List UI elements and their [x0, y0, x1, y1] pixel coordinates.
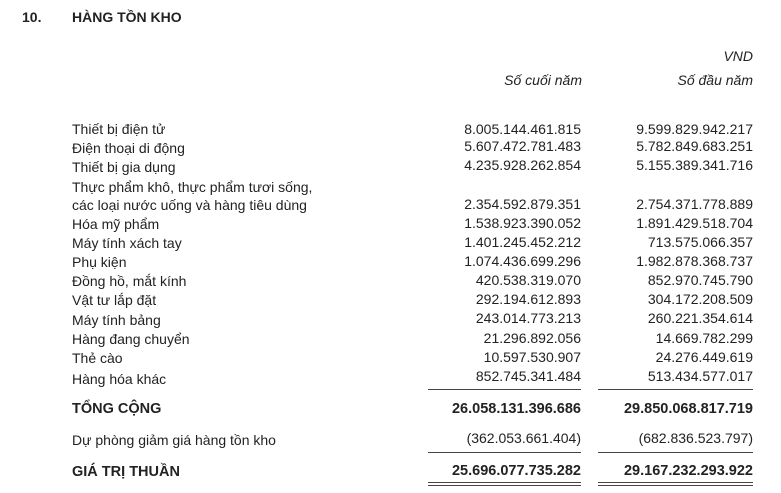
- provision-end-of-year: (362.053.661.404): [466, 430, 581, 446]
- row-label: Điện thoại di động: [72, 140, 185, 156]
- value-end-of-year: 292.194.612.893: [475, 291, 581, 307]
- value-start-of-year: 1.891.429.518.704: [636, 215, 753, 231]
- row-label: Hàng hóa khác: [72, 371, 167, 387]
- row-label: Thẻ cào: [72, 350, 123, 366]
- provision-start-of-year: (682.836.523.797): [638, 430, 753, 446]
- value-end-of-year: 1.401.245.452.212: [464, 234, 581, 250]
- row-label: Đồng hồ, mắt kính: [72, 273, 187, 289]
- value-end-of-year: 8.005.144.461.815: [464, 121, 581, 137]
- currency-label: VND: [723, 48, 753, 64]
- row-label: Hàng đang chuyển: [72, 331, 190, 347]
- value-end-of-year: 5.607.472.781.483: [464, 138, 581, 154]
- value-start-of-year: 513.434.577.017: [647, 368, 753, 384]
- column-header-start-of-year: Số đầu năm: [677, 72, 753, 88]
- net-label: GIÁ TRỊ THUẦN: [72, 464, 180, 480]
- double-rule-top: [598, 482, 753, 483]
- double-rule-bottom: [598, 485, 753, 486]
- value-end-of-year: 1.538.923.390.052: [464, 215, 581, 231]
- value-start-of-year: 5.155.389.341.716: [636, 157, 753, 173]
- value-end-of-year: 4.235.928.262.854: [464, 157, 581, 173]
- value-start-of-year: 2.754.371.778.889: [636, 196, 753, 212]
- value-start-of-year: 5.782.849.683.251: [636, 138, 753, 154]
- row-label: Hóa mỹ phẩm: [72, 216, 160, 232]
- total-start-of-year: 29.850.068.817.719: [623, 401, 753, 417]
- value-start-of-year: 713.575.066.357: [647, 234, 753, 250]
- net-end-of-year: 25.696.077.735.282: [451, 463, 581, 479]
- row-label: các loại nước uống và hàng tiêu dùng: [72, 197, 307, 213]
- value-start-of-year: 24.276.449.619: [655, 349, 753, 365]
- value-start-of-year: 852.970.745.790: [647, 272, 753, 288]
- subtotal-rule: [598, 389, 753, 390]
- row-label: Thiết bị gia dụng: [72, 159, 176, 175]
- value-end-of-year: 21.296.892.056: [483, 330, 581, 346]
- row-label: Máy tính bảng: [72, 312, 161, 328]
- value-start-of-year: 260.221.354.614: [647, 310, 753, 326]
- subtotal-rule: [428, 389, 581, 390]
- net-rule: [598, 452, 753, 453]
- value-end-of-year: 10.597.530.907: [483, 349, 581, 365]
- row-label: Máy tính xách tay: [72, 235, 182, 251]
- value-end-of-year: 243.014.773.213: [475, 310, 581, 326]
- column-header-end-of-year: Số cuối năm: [504, 72, 582, 88]
- net-start-of-year: 29.167.232.293.922: [623, 463, 753, 479]
- row-label: Thiết bị điện tử: [72, 121, 166, 137]
- total-end-of-year: 26.058.131.396.686: [451, 401, 581, 417]
- section-title: HÀNG TỒN KHO: [72, 9, 182, 25]
- total-label: TỔNG CỘNG: [72, 401, 162, 417]
- double-rule-bottom: [428, 485, 581, 486]
- value-start-of-year: 9.599.829.942.217: [636, 121, 753, 137]
- value-end-of-year: 1.074.436.699.296: [464, 253, 581, 269]
- value-end-of-year: 852.745.341.484: [475, 368, 581, 384]
- value-start-of-year: 1.982.878.368.737: [636, 253, 753, 269]
- row-label: Phụ kiện: [72, 254, 127, 270]
- double-rule-top: [428, 482, 581, 483]
- value-end-of-year: 2.354.592.879.351: [464, 196, 581, 212]
- section-number: 10.: [22, 9, 42, 25]
- value-start-of-year: 14.669.782.299: [655, 330, 753, 346]
- value-end-of-year: 420.538.319.070: [475, 272, 581, 288]
- value-start-of-year: 304.172.208.509: [647, 291, 753, 307]
- row-label: Vật tư lắp đặt: [72, 292, 157, 308]
- provision-label: Dự phòng giảm giá hàng tồn kho: [72, 432, 276, 448]
- row-label-line-1: Thực phẩm khô, thực phẩm tươi sống,: [72, 179, 313, 195]
- net-rule: [428, 452, 581, 453]
